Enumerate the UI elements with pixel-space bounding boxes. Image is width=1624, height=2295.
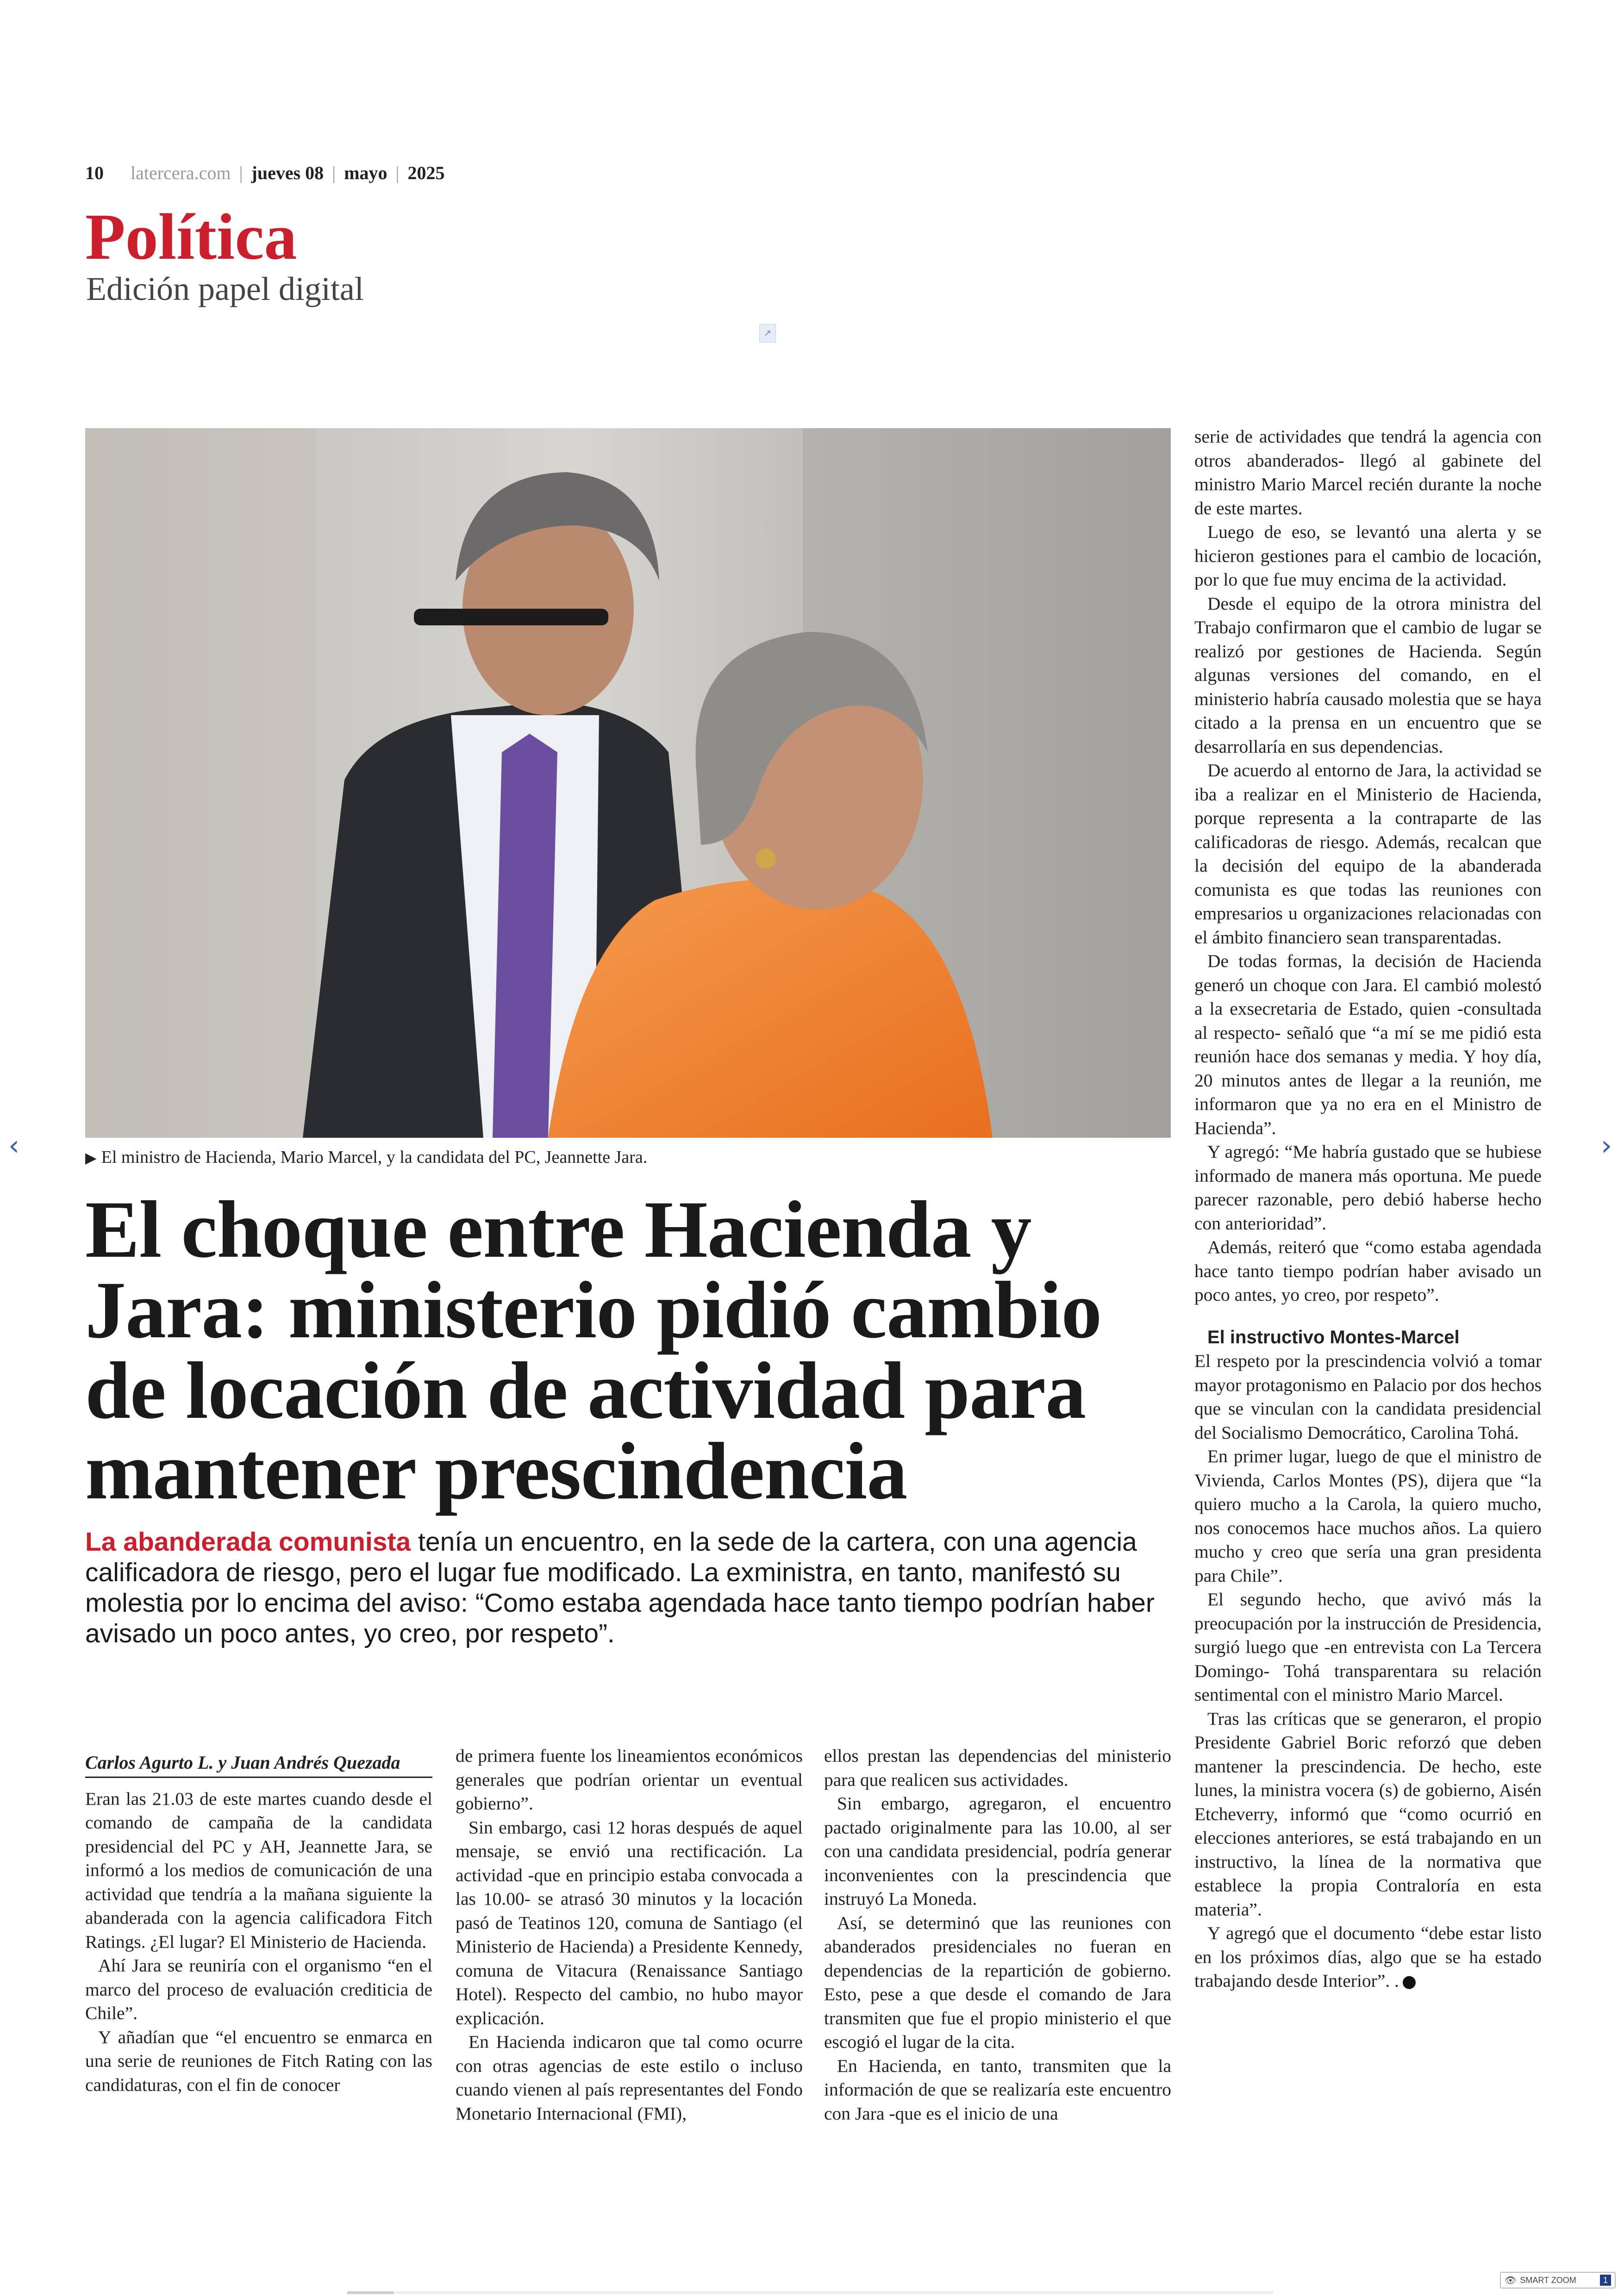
paragraph: Ahí Jara se reuniría con el organismo “en el marco del proceso de evaluación crediticia de Chile”. [85,1955,432,2023]
lead-highlight: La abanderada comunista [85,1527,411,1557]
paragraph: Además, reiteró que “como estaba agendada hace tanto tiempo podrían haber avisado un poco antes, yo creo, por respeto”. [1194,1237,1542,1305]
paragraph: El respeto por la prescindencia volvió a tomar mayor protagonismo en Palacio por dos hechos que se vinculan con la candidata presidencial del Socialismo Democrático, Carolina Tohá. [1194,1351,1542,1443]
paragraph: En Hacienda indicaron que tal como ocurre con otras agencias de este estilo o incluso cuando vienen al país representantes del Fondo Monetario Internacional (FMI), [456,2032,803,2124]
paragraph: Luego de eso, se levantó una alerta y se hicieron gestiones para el cambio de locación, por lo que fue muy encima de la actividad. [1194,522,1542,590]
article-column-2 [456,1744,803,2126]
headline-line: de locación de actividad para [85,1346,1086,1436]
section-title: Política [85,200,297,273]
page-progress-bar[interactable] [347,2291,1273,2294]
section-subhead: El instructivo Montes-Marcel [1207,1327,1460,1347]
paragraph: Sin embargo, agregaron, el encuentro pactado originalmente para las 10.00, al ser con una candidata presidencial, podría generar inconvenientes con la prescindencia que instruyó La Moneda. [824,1793,1171,1909]
byline: Carlos Agurto L. y Juan Andrés Quezada [85,1751,432,1778]
paragraph: De acuerdo al entorno de Jara, la actividad se iba a realizar en el Ministerio de Hacienda, porque representa a la contraparte de las calificadoras de riesgo. Además, recalcan que la decisión del equipo de la abanderada comunista es que todas las reuniones con empresarios u organizaciones relacionadas con el ámbito financiero sean transparentadas. [1194,760,1542,948]
paragraph: Sin embargo, casi 12 horas después de aquel mensaje, se envió una rectificación. La actividad -que en principio estaba convocada a las 10.00- se atrasó 30 minutos y la locación pasó de Teatinos 120, comuna de Santiago (el Ministerio de Hacienda) a Presidente Kennedy, comuna de Vitacura (Renaissance Santiago Hotel). Respecto del cambio, no hubo mayor explicación. [456,1817,803,2028]
article-column-1 [85,1751,432,2097]
paragraph-text: Y agregó que el documento “debe estar listo en los próximos días, algo que se ha estado trabajando desde Interior”. . [1194,1923,1542,1991]
photo-caption [85,1147,647,1167]
paragraph: Tras las críticas que se generaron, el propio Presidente Gabriel Boric reforzó que deben mantener la prescindencia. De hecho, este lunes, la ministra vocera (s) de gobierno, Aisén Etcheverry, informó que “como ocurrió en elecciones anteriores, se está trabajando en un instructivo, la línea de la normativa que establece la propia Contraloría en esta materia”. [1194,1708,1542,1920]
paragraph: De todas formas, la decisión de Hacienda generó un choque con Jara. El cambió molestó a la exsecretaria de Estado, quien -consultada al respecto- señaló que “a mí se me pidió esta reunión hace dos semanas y media. Y hoy día, 20 minutos antes de llegar a la reunión, me informaron que ya no era en el Ministro de Hacienda”. [1194,951,1542,1138]
paragraph: ellos prestan las dependencias del ministerio para que realicen sus actividades. [824,1746,1171,1790]
paragraph: Y agregó: “Me habría gustado que se hubiese informado de manera más oportuna. Me puede parecer razonable, pero debió haberse hecho con anterioridad”. [1194,1141,1542,1234]
page-indicator: 1 [1600,2275,1611,2286]
page-header-line: 10 latercera.com | jueves 08 | mayo | 2025 [85,162,445,183]
paragraph: En primer lugar, luego de que el ministro de Vivienda, Carlos Montes (PS), dijera que “la quiero mucho a la Carola, la quiero mucho, nos conocemos hace muchos años. La quiero mucho y creo que sería una gran presidenta para Chile”. [1194,1446,1542,1586]
paragraph: El segundo hecho, que avivó más la preocupación por la instrucción de Presidencia, surgió luego que -en entrevista con La Tercera Domingo- Tohá transparentara su relación sentimental con el ministro Mario Marcel. [1194,1589,1542,1705]
prev-page-button[interactable]: ‹ [8,1129,19,1162]
paragraph: Eran las 21.03 de este martes cuando desde el comando de campaña de la candidata presidencial del PC y AH, Jeannette Jara, se informó a los medios de comunicación de una actividad que tendría a la mañana siguiente la abanderada con la agencia calificadora Fitch Ratings. ¿El lugar? El Ministerio de Hacienda. [85,1788,432,1952]
end-mark-icon [1403,1976,1416,1989]
article-photo [85,428,1171,1138]
paragraph: de primera fuente los lineamientos económicos generales que podrían orientar un eventual gobierno”. [456,1746,803,1814]
next-page-button[interactable]: › [1601,1129,1612,1162]
smart-zoom-button[interactable] [1500,2272,1616,2289]
paragraph: En Hacienda, en tanto, transmiten que la información de que se realizaría este encuentro con Jara -que es el inicio de una [824,2055,1171,2124]
headline-line: El choque entre Hacienda y [85,1185,1031,1275]
date-month: mayo [344,162,387,183]
edition-label: Edición papel digital [86,270,364,307]
article-headline [85,1185,1171,1516]
headline-line: Jara: ministerio pidió cambio [85,1265,1102,1355]
paragraph-last [1194,1921,1542,1993]
article-column-4 [1194,425,1542,1993]
paragraph: Y añadían que “el encuentro se enmarca en una serie de reuniones de Fitch Rating con las candidaturas, con el fin de conocer [85,2027,432,2095]
photo-illustration [85,428,1171,1138]
paragraph: Así, se determinó que las reuniones con abanderados presidenciales no fueran en dependencias de la repartición de gobierno. Esto, pese a que desde el comando de Jara transmiten que fue el propio ministerio el que escogió el lugar de la cita. [824,1912,1171,2052]
link-icon[interactable]: ↗ [759,324,776,343]
date-year: 2025 [407,162,445,183]
headline-line: mantener prescindencia [85,1426,907,1516]
article-lead [85,1527,1171,1649]
smart-zoom-label: SMART ZOOM [1520,2275,1576,2285]
paragraph: serie de actividades que tendrá la agencia con otros abanderados- llegó al gabinete del ministro Mario Marcel recién durante la noche de este martes. [1194,426,1542,518]
site-name: latercera.com [131,162,231,183]
date-day: jueves 08 [251,162,324,183]
lead-text: tenía un encuentro, en la sede de la cartera, con una agencia calificadora de riesgo, pero el lugar fue modificado. La exministra, en tanto, manifestó su molestia por lo encima del aviso: “Como estaba agendada hace tanto tiempo podrían haber avisado un poco antes, yo creo, por respeto”. [85,1527,1155,1648]
article-column-3 [824,1744,1171,2126]
paragraph: Desde el equipo de la otrora ministra del Trabajo confirmaron que el cambio de lugar se realizó por gestiones de Hacienda. Según algunas versiones del comando, en el ministerio habría causado molestia que se haya citado a la prensa en un encuentro que se desarrollaría en sus dependencias. [1194,593,1542,757]
page-progress-fill [347,2291,394,2294]
caption-text: El ministro de Hacienda, Mario Marcel, y la candidata del PC, Jeannette Jara. [101,1148,648,1167]
caption-marker: ▶ [85,1149,97,1166]
page-number: 10 [85,162,104,183]
eye-icon: 👁 [1505,2275,1517,2286]
